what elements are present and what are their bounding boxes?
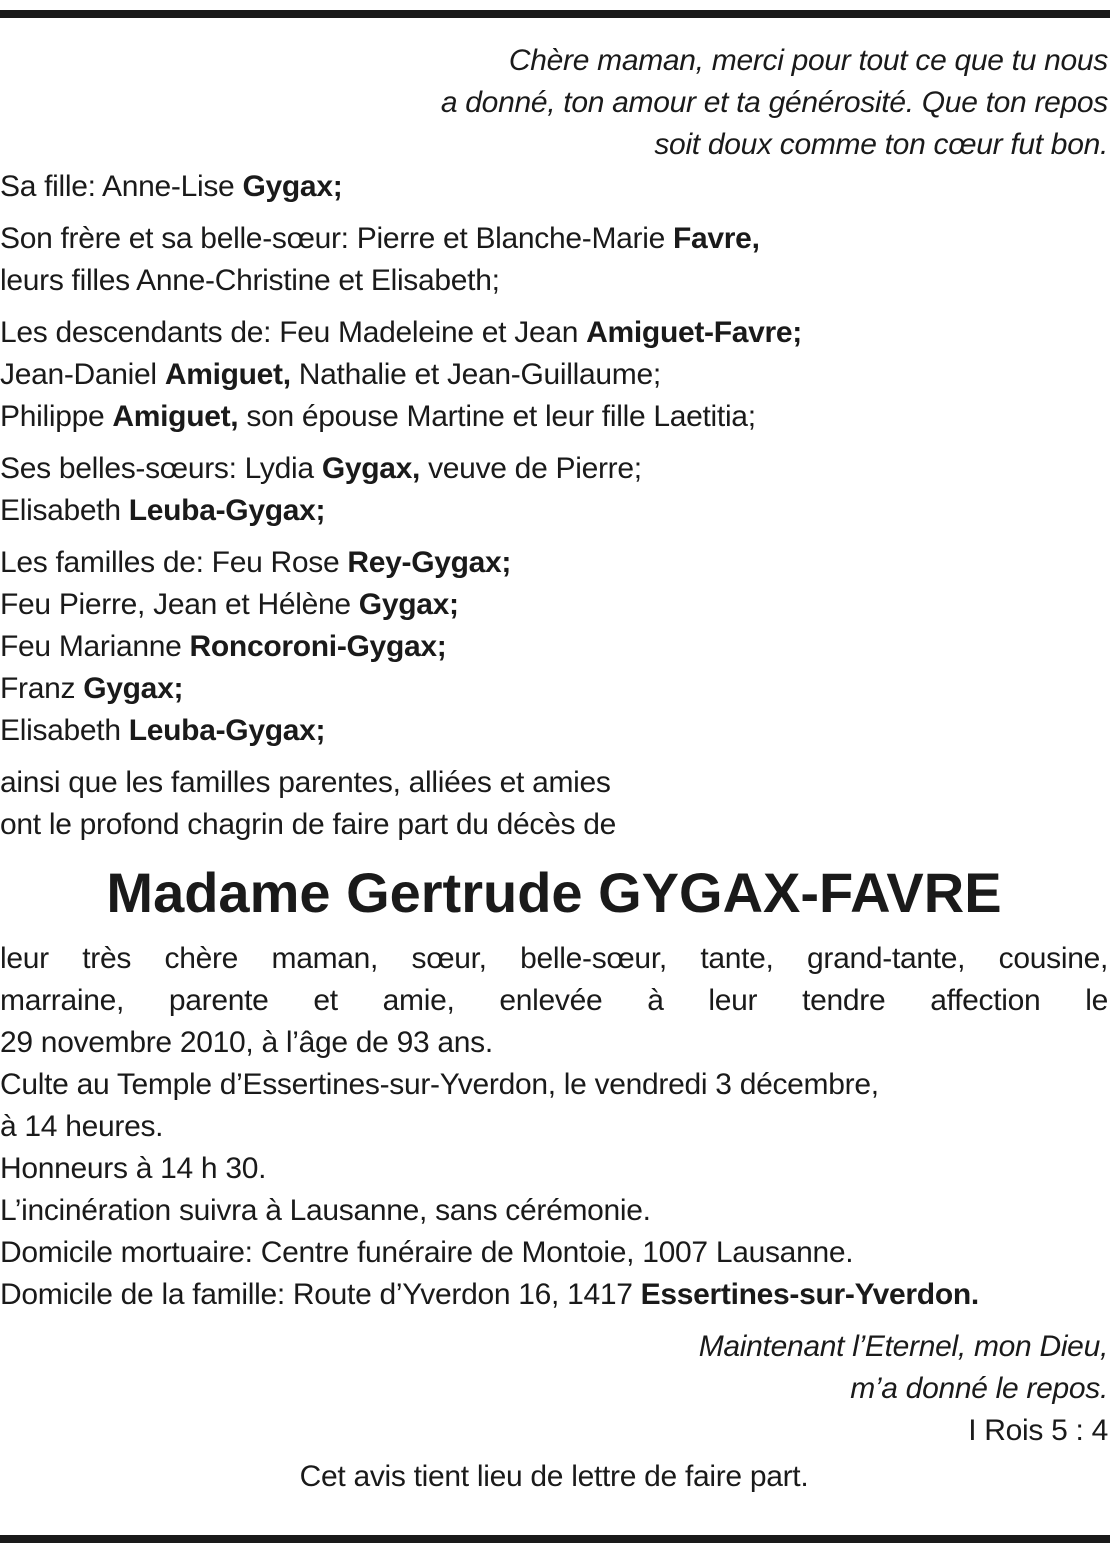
family-line: [0, 166, 1108, 208]
family-text: Ses belles-sœurs: Lydia: [0, 452, 322, 485]
family-surname: Gygax,: [321, 452, 421, 485]
closing-quote: [0, 1326, 1108, 1410]
family-surname: Roncoroni-Gygax;: [189, 630, 447, 663]
family-line: [0, 626, 1108, 668]
family-list: [0, 166, 1108, 846]
family-paragraph: [0, 218, 1108, 302]
family-surname: Rey-Gygax;: [347, 546, 512, 579]
description-line: marraine, parente et amie, enlevée à leur tendre affection le: [0, 984, 1108, 1017]
detail-line: Honneurs à 14 h 30.: [0, 1152, 267, 1185]
detail-line: Culte au Temple d’Essertines-sur-Yverdon, le vendredi 3 décembre,: [0, 1068, 879, 1101]
family-text: Feu Pierre, Jean et Hélène: [0, 588, 359, 621]
family-address: [0, 1274, 1108, 1316]
family-surname: Leuba-Gygax;: [128, 494, 326, 527]
address-prefix: Domicile de la famille: Route d’Yverdon 16, 1417: [0, 1278, 641, 1311]
detail-line: Domicile mortuaire: Centre funéraire de Montoie, 1007 Lausanne.: [0, 1236, 854, 1269]
quote-line: m’a donné le repos.: [850, 1372, 1108, 1405]
family-text: Les familles de: Feu Rose: [0, 546, 348, 579]
family-line: [0, 710, 1108, 752]
family-line: [0, 584, 1108, 626]
detail-line: à 14 heures.: [0, 1110, 164, 1143]
family-text: veuve de Pierre;: [420, 452, 642, 485]
family-paragraph: [0, 542, 1108, 752]
bottom-rule: [0, 1535, 1110, 1543]
family-line: [0, 490, 1108, 532]
family-text: son épouse Martine et leur fille Laetitia;: [238, 400, 756, 433]
family-line: [0, 804, 1108, 846]
family-paragraph: [0, 448, 1108, 532]
description: [0, 938, 1108, 1064]
quote-line: Maintenant l’Eternel, mon Dieu,: [698, 1330, 1108, 1363]
family-text: Elisabeth: [0, 714, 129, 747]
family-surname: Gygax;: [242, 170, 343, 203]
family-line: [0, 542, 1108, 584]
address-locality: Essertines-sur-Yverdon.: [640, 1278, 979, 1311]
family-text: ainsi que les familles parentes, alliées et amies: [0, 766, 611, 799]
family-line: [0, 218, 1108, 260]
family-text: Franz: [0, 672, 84, 705]
family-surname: Favre,: [673, 222, 760, 255]
family-text: leurs filles Anne-Christine et Elisabeth;: [0, 264, 500, 297]
family-text: Les descendants de: Feu Madeleine et Jean: [0, 316, 587, 349]
family-surname: Leuba-Gygax;: [128, 714, 326, 747]
family-paragraph: [0, 166, 1108, 208]
footer-note: Cet avis tient lieu de lettre de faire part.: [299, 1460, 809, 1493]
family-text: Nathalie et Jean-Guillaume;: [290, 358, 661, 391]
description-line: 29 novembre 2010, à l’âge de 93 ans.: [0, 1026, 493, 1059]
family-paragraph: [0, 312, 1108, 438]
top-rule: [0, 10, 1110, 18]
notice-body: [0, 40, 1108, 1498]
family-surname: Amiguet-Favre;: [586, 316, 802, 349]
scripture-reference: I Rois 5 : 4: [968, 1414, 1108, 1447]
family-paragraph: [0, 762, 1108, 846]
family-line: [0, 260, 1108, 302]
family-text: ont le profond chagrin de faire part du décès de: [0, 808, 617, 841]
family-text: Feu Marianne: [0, 630, 190, 663]
family-surname: Gygax;: [83, 672, 184, 705]
family-surname: Amiguet,: [164, 358, 291, 391]
quote-line: soit doux comme ton cœur fut bon.: [654, 128, 1108, 161]
description-line: leur très chère maman, sœur, belle-sœur, tante, grand-tante, cousine,: [0, 942, 1108, 975]
family-surname: Amiguet,: [112, 400, 239, 433]
family-text: Son frère et sa belle-sœur: Pierre et Blanche-Marie: [0, 222, 674, 255]
family-line: [0, 396, 1108, 438]
family-text: Jean-Daniel: [0, 358, 165, 391]
family-line: [0, 668, 1108, 710]
family-text: Elisabeth: [0, 494, 129, 527]
service-details: [0, 1064, 1108, 1316]
family-line: [0, 762, 1108, 804]
detail-line: L’incinération suivra à Lausanne, sans cérémonie.: [0, 1194, 651, 1227]
family-line: [0, 354, 1108, 396]
family-text: Sa fille: Anne-Lise: [0, 170, 243, 203]
deceased-name: Madame Gertrude GYGAX-FAVRE: [106, 861, 1002, 924]
family-line: [0, 448, 1108, 490]
family-text: Philippe: [0, 400, 113, 433]
family-surname: Gygax;: [358, 588, 459, 621]
family-line: [0, 312, 1108, 354]
quote-line: a donné, ton amour et ta générosité. Que ton repos: [440, 86, 1108, 119]
quote-line: Chère maman, merci pour tout ce que tu nous: [508, 44, 1108, 77]
opening-quote: [0, 40, 1108, 166]
